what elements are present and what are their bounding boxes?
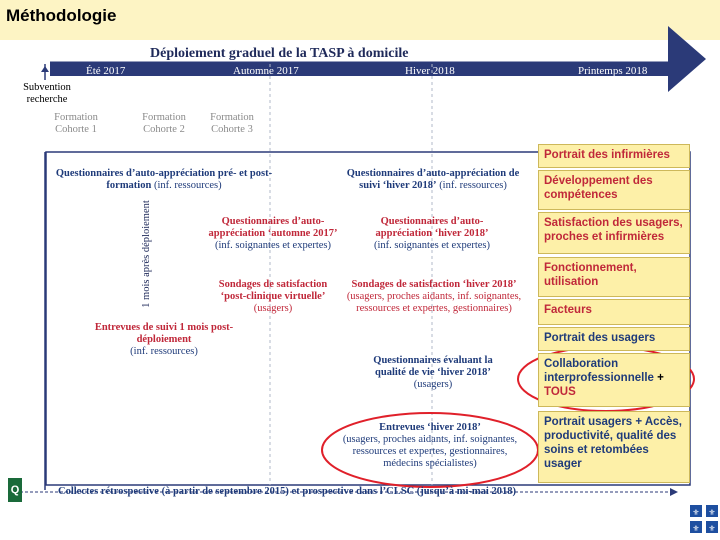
- collectes-label: Collectes rétrospective (à partir de septembre 2015) et prospective dans l’CLSC (jusqu’à mi-mai 2018): [58, 486, 516, 497]
- box-facteurs: [538, 299, 690, 325]
- q-autumn: [198, 216, 348, 252]
- q-winter-sub: (inf. soignantes et expertes): [373, 240, 491, 251]
- q-winter: [362, 216, 502, 252]
- svg-text:⚜: ⚜: [692, 524, 700, 533]
- box-satisfaction: [538, 212, 690, 254]
- formation-cohorte-3: Formation Cohorte 3: [210, 112, 254, 135]
- box-fonctionnement-text: Fonctionnement, utilisation: [544, 262, 637, 288]
- box-portrait-infirmieres: [538, 144, 690, 168]
- svg-text:⚜: ⚜: [708, 524, 716, 533]
- season-printemps: Printemps 2018: [578, 65, 648, 77]
- season-automne: Automne 2017: [233, 65, 299, 77]
- box-collaboration-tous: TOUS: [544, 386, 576, 398]
- entrevues-hiver-sub: (usagers, proches aidants, inf. soignantes, ressources et expertes, gestionnaires, médecins spécialistes): [342, 434, 518, 469]
- svg-text:⚜: ⚜: [692, 508, 700, 517]
- entrevues-suivi-title: Entrevues de suivi 1 mois post-déploiement: [94, 322, 234, 345]
- subvention-label: Subvention recherche: [23, 82, 71, 105]
- svg-text:⚜: ⚜: [708, 508, 716, 517]
- q-suivi: [338, 168, 528, 192]
- q-autumn-sub: (inf. soignantes et expertes): [214, 240, 332, 251]
- box-portrait-infirmieres-text: Portrait des infirmières: [544, 149, 670, 161]
- sondage-winter: [336, 279, 532, 315]
- box-portrait-usagers: [538, 327, 690, 351]
- entrevues-hiver: [338, 422, 522, 470]
- box-collaboration-plus: +: [657, 372, 664, 384]
- sondage-winter-title: Sondages de satisfaction ‘hiver 2018’: [351, 279, 517, 290]
- formation-cohorte-2: Formation Cohorte 2: [142, 112, 186, 135]
- sondage-virtual-sub: (usagers): [253, 303, 293, 314]
- q-autumn-title: Questionnaires d’auto-appréciation ‘automne 2017’: [208, 216, 338, 239]
- entrevues-suivi-sub: (inf. ressources): [130, 346, 198, 357]
- q-suivi-title: Questionnaires d’auto-appréciation de suivi ‘hiver 2018’: [346, 168, 520, 191]
- q-pre-post-sub: (inf. ressources): [153, 180, 222, 191]
- season-ete: Été 2017: [86, 65, 126, 77]
- box-facteurs-text: Facteurs: [544, 304, 592, 316]
- box-developpement-text: Développement des compétences: [544, 175, 653, 201]
- entrevues-hiver-title: Entrevues ‘hiver 2018’: [379, 422, 481, 433]
- q-winter-title: Questionnaires d’auto-appréciation ‘hiver 2018’: [375, 216, 489, 239]
- box-fonctionnement: [538, 257, 690, 297]
- formation-cohorte-1: Formation Cohorte 1: [54, 112, 98, 135]
- slide-title: Méthodologie: [6, 6, 117, 25]
- arrow-title: Déploiement graduel de la TASP à domicile: [150, 46, 409, 61]
- entrevues-suivi: [94, 322, 234, 358]
- side-logo: Q: [8, 478, 22, 502]
- box-satisfaction-text: Satisfaction des usagers, proches et infirmières: [544, 217, 683, 243]
- q-suivi-sub: (inf. ressources): [439, 180, 507, 191]
- q-pre-post: [54, 168, 274, 192]
- box-developpement: [538, 170, 690, 210]
- box-portrait-usagers-text: Portrait des usagers: [544, 332, 656, 344]
- q-qualite-title: Questionnaires évaluant la qualité de vie ‘hiver 2018’: [373, 355, 493, 378]
- box-portrait-acces-text: Portrait usagers + Accès, productivité, qualité des soins et retombées usager: [544, 416, 682, 470]
- q-pre-post-title: Questionnaires d’auto-appréciation pré- et post- formation: [55, 168, 273, 191]
- sondage-virtual-title: Sondages de satisfaction ‘post-clinique virtuelle’: [218, 279, 328, 302]
- box-collaboration: [538, 353, 690, 407]
- q-qualite: [358, 355, 508, 391]
- vertical-label: 1 mois après déploiement: [141, 200, 152, 308]
- box-collaboration-text: [544, 357, 684, 399]
- season-hiver: Hiver 2018: [405, 65, 455, 77]
- box-portrait-acces: [538, 411, 690, 483]
- box-collaboration-label: Collaboration interprofessionnelle: [544, 358, 654, 384]
- sondage-winter-sub: (usagers, proches aidants, inf. soignantes, ressources et expertes, gestionnaires): [346, 291, 522, 314]
- q-qualite-sub: (usagers): [413, 379, 453, 390]
- sondage-virtual: [218, 279, 328, 315]
- quebec-flag-logo: [690, 505, 718, 533]
